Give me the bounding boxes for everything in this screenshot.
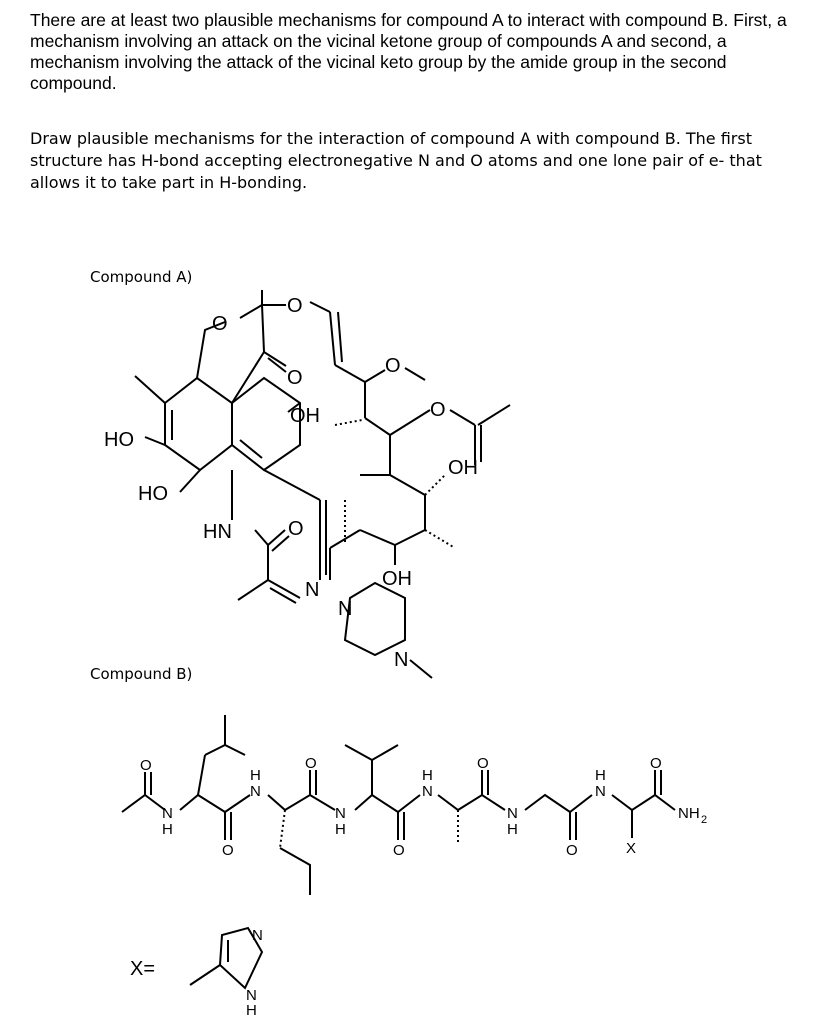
- atom-b-n6: N: [595, 783, 606, 800]
- atom-o-carbonyl: O: [287, 367, 303, 389]
- atom-b-n5: N: [507, 805, 518, 822]
- atom-n-pip2: N: [394, 649, 409, 671]
- atom-b-h5: H: [507, 821, 518, 838]
- atom-b-n1: N: [162, 805, 173, 822]
- atom-b-h4: H: [422, 767, 433, 784]
- atom-b-x: X: [626, 840, 637, 857]
- atom-oh-1: OH: [290, 405, 320, 427]
- atom-b-o2: O: [222, 842, 234, 859]
- atom-n-pip1: N: [338, 598, 353, 620]
- atom-b-o6: O: [566, 842, 578, 859]
- atom-b-h1: H: [162, 821, 173, 838]
- task-paragraph: Draw plausible mechanisms for the interaction of compound A with compound B. The first structure has H-bond accepting electronegative N and O atoms and one lone pair of e- that allows it to take part in H-bonding.: [30, 129, 762, 192]
- atom-o-ether-top: O: [287, 295, 303, 317]
- x-label: X=: [130, 958, 156, 980]
- compound-b-label: Compound B): [90, 665, 193, 683]
- atom-b-n3: N: [335, 805, 346, 822]
- atom-b-h3: H: [335, 821, 346, 838]
- atom-b-o4: O: [393, 842, 405, 859]
- compound-a-label: Compound A): [90, 268, 193, 286]
- atom-x-n-bottom: N: [246, 987, 257, 1004]
- intro-paragraph: There are at least two plausible mechanisms for compound A to interact with compound B. First, a mechanism involving an attack on the vicinal ketone group of compounds A and second, a mechanism involving the attack of the vicinal keto group by the amide group in the second compound.: [30, 10, 787, 93]
- atom-ho-1: HO: [104, 429, 134, 451]
- atom-b-h2: H: [250, 767, 261, 784]
- atom-o-furan: O: [212, 313, 228, 335]
- atom-b-nh2: NH: [678, 805, 700, 822]
- atom-oh-2: OH: [448, 457, 478, 479]
- atom-b-h6: H: [595, 767, 606, 784]
- atom-x-h-bottom: H: [246, 1002, 257, 1019]
- atom-b-o7: O: [650, 755, 662, 772]
- atom-o-amide: O: [288, 518, 304, 540]
- atom-b-o5: O: [477, 755, 489, 772]
- atom-b-n2: N: [250, 783, 261, 800]
- atom-o-acetate: O: [430, 399, 446, 421]
- atom-x-n-top: N: [252, 927, 263, 944]
- atom-o-methoxy: O: [385, 355, 401, 377]
- atom-b-o1: O: [140, 757, 152, 774]
- atom-oh-3: OH: [382, 568, 412, 590]
- atom-ho-2: HO: [138, 483, 168, 505]
- atom-b-o3: O: [305, 755, 317, 772]
- atom-b-n4: N: [422, 783, 433, 800]
- atom-n-imine: N: [305, 579, 320, 601]
- atom-b-nh2-sub: 2: [701, 814, 708, 826]
- atom-hn: HN: [203, 521, 232, 543]
